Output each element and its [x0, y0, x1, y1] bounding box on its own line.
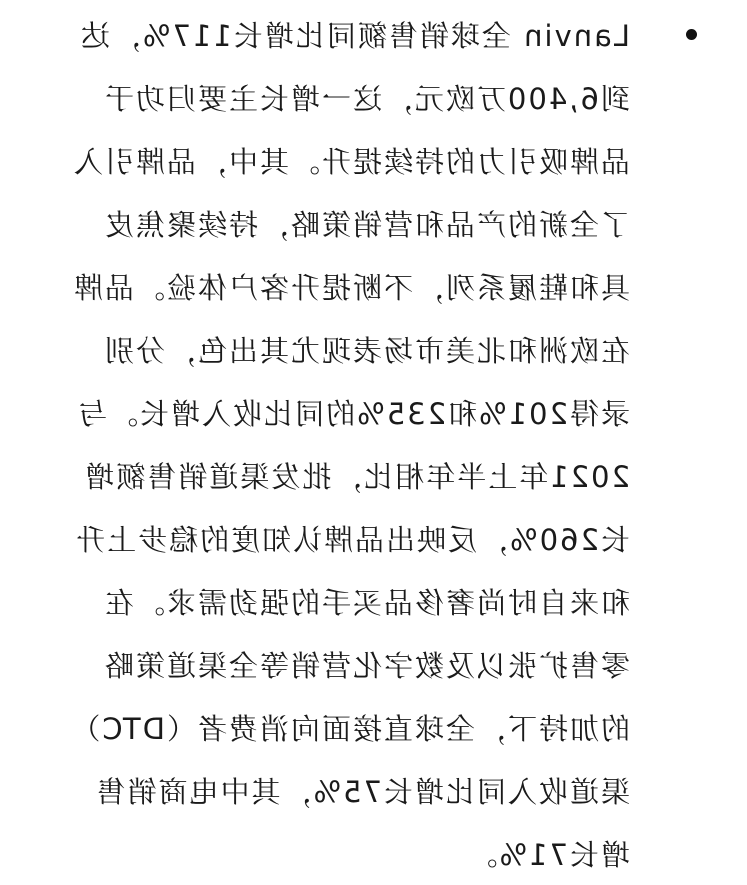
paragraph-line: 了全新的产品和营销策略，持续聚焦皮: [102, 208, 630, 242]
paragraph-line: Lanvin 全球销售额同比增长117%，达: [78, 19, 630, 53]
paragraph-line: 2021年上半年相比，批发渠道销售额增: [83, 460, 630, 494]
paragraph-line: 长260%，反映出品牌认知度的稳步上升: [74, 523, 630, 557]
paragraph-line: 的加持下，全球直接面向消费者（DTC）: [69, 712, 630, 746]
bullet-paragraph: [40, 0, 630, 885]
paragraph-line: 到6,400万欧元，这一增长主要归功于: [102, 82, 630, 116]
paragraph-line: 零售扩张以及数字化营销等全渠道策略: [102, 649, 630, 683]
paragraph-line: 具和鞋履系列，不断提升客户体验。品牌: [71, 271, 630, 305]
bullet-marker: [686, 29, 697, 40]
paragraph-line: 录得201%和235%的同比收入增长。与: [76, 397, 630, 431]
paragraph-line: 在欧洲和北美市场表现尤其出色，分别: [102, 334, 630, 368]
paragraph-line: 增长71%。: [466, 838, 630, 872]
paragraph-line: 渠道收入同比增长75%，其中电商销售: [94, 775, 630, 809]
paragraph-line: 和来自时尚奢侈品买手的强劲需求。在: [102, 586, 630, 620]
paragraph-line: 品牌吸引力的持续提升。其中，品牌引入: [71, 145, 630, 179]
